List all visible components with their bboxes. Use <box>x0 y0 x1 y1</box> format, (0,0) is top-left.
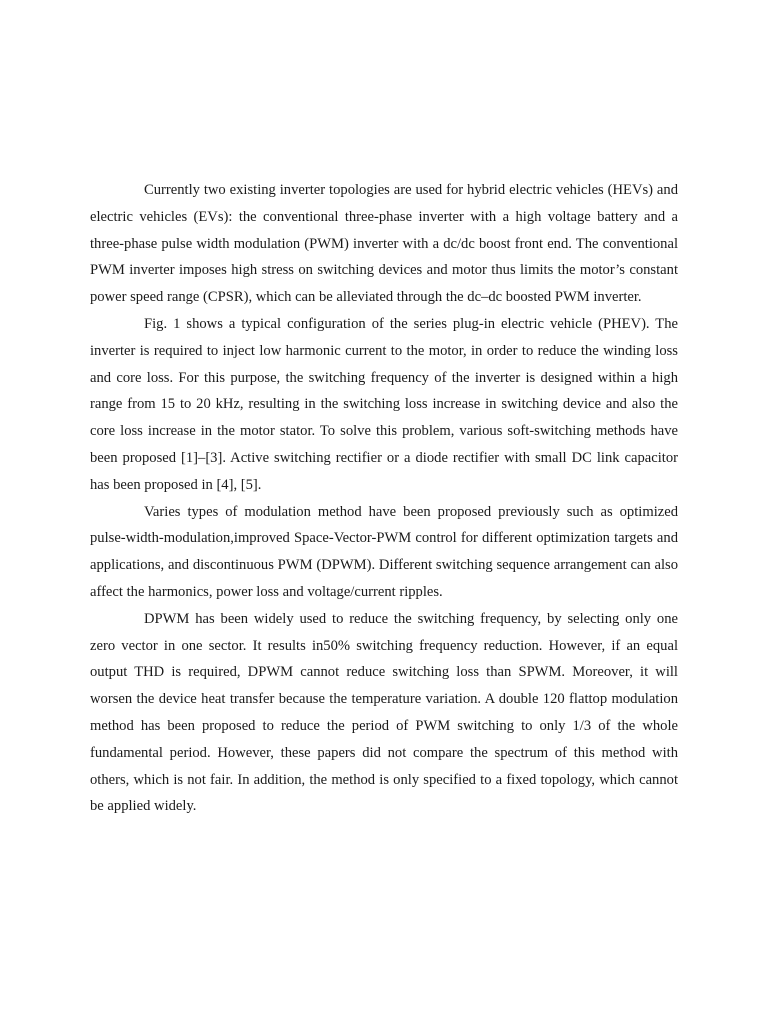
paragraph-3: Varies types of modulation method have been proposed previously such as optimized pulse-width-modulation,improved Space-Vector-PWM control for different optimization targets and applications, and discontinuous PWM (DPWM). Different switching sequence arrangement can also affect the harmonics, power loss and voltage/current ripples. <box>90 503 678 600</box>
document-body <box>90 177 678 820</box>
paragraph-1: Currently two existing inverter topologies are used for hybrid electric vehicles (HEVs) and electric vehicles (EVs): the conventional three-phase inverter with a high voltage battery and a three-phase pulse width modulation (PWM) inverter with a dc/dc boost front end. The conventional PWM inverter imposes high stress on switching devices and motor thus limits the motor’s constant power speed range (CPSR), which can be alleviated through the dc–dc boosted PWM inverter. <box>90 182 678 306</box>
paragraph-2: Fig. 1 shows a typical configuration of the series plug-in electric vehicle (PHEV). The inverter is required to inject low harmonic current to the motor, in order to reduce the winding loss and core loss. For this purpose, the switching frequency of the inverter is designed within a high range from 15 to 20 kHz, resulting in the switching loss increase in switching device and also the core loss increase in the motor stator. To solve this problem, various soft-switching methods have been proposed [1]–[3]. Active switching rectifier or a diode rectifier with small DC link capacitor has been proposed in [4], [5]. <box>90 315 678 493</box>
paragraph-4: DPWM has been widely used to reduce the switching frequency, by selecting only one zero vector in one sector. It results in50% switching frequency reduction. However, if an equal output THD is required, DPWM cannot reduce switching loss than SPWM. Moreover, it will worsen the device heat transfer because the temperature variation. A double 120 flattop modulation method has been proposed to reduce the period of PWM switching to only 1/3 of the whole fundamental period. However, these papers did not compare the spectrum of this method with others, which is not fair. In addition, the method is only specified to a fixed topology, which cannot be applied widely. <box>90 610 678 815</box>
